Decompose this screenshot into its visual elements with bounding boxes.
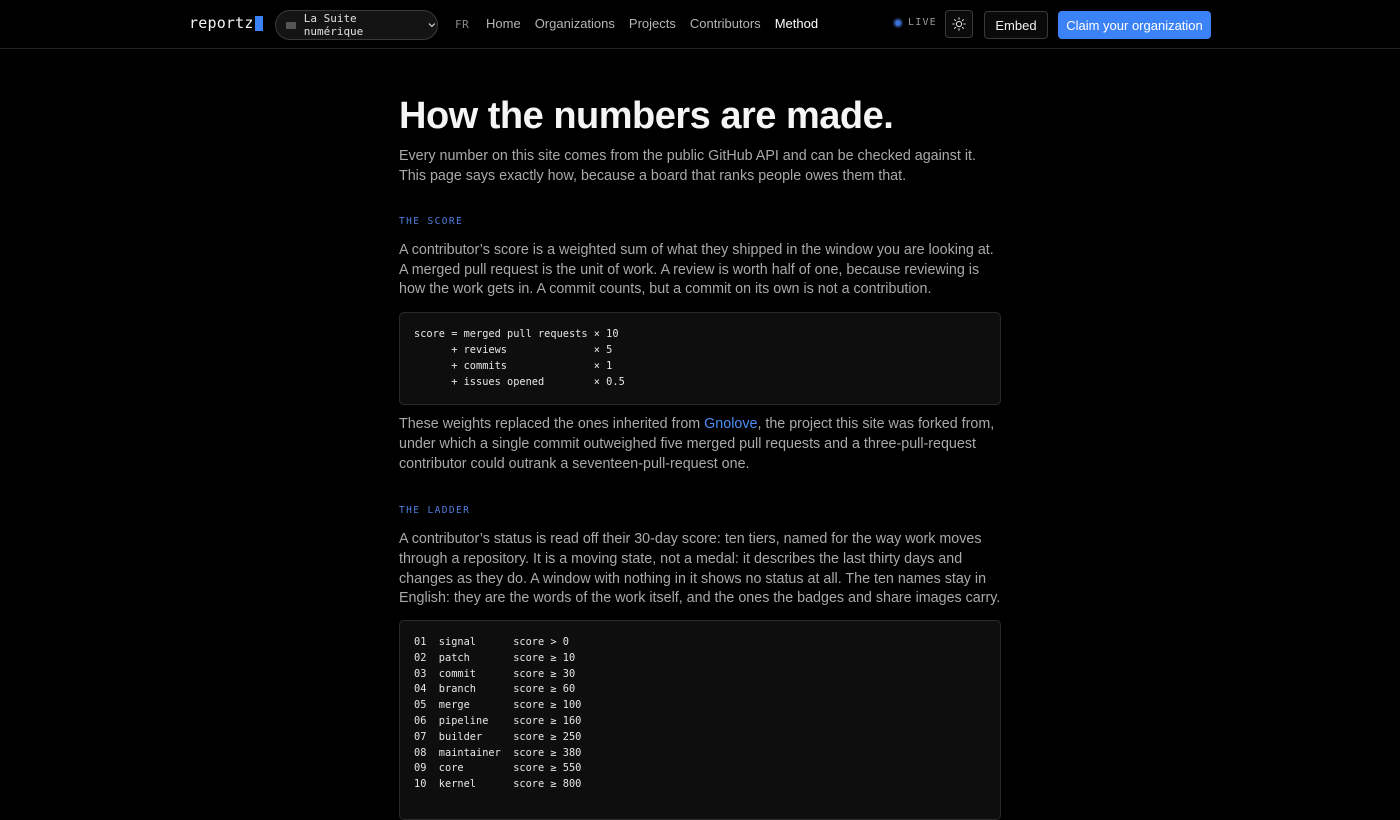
- method-content: [399, 92, 1001, 820]
- live-dot-icon: [893, 18, 903, 28]
- claim-organization-button[interactable]: Claim your organization: [1058, 11, 1211, 39]
- nav-projects[interactable]: Projects: [628, 16, 676, 31]
- top-navigation-bar: [0, 0, 1400, 49]
- gnolove-link[interactable]: Gnolove: [704, 416, 758, 433]
- weights-text-before: These weights replaced the ones inherited from: [399, 416, 705, 433]
- chevron-down-icon: [427, 20, 437, 30]
- nav-organizations[interactable]: Organizations: [534, 16, 615, 31]
- live-label: LIVE: [908, 17, 937, 28]
- site-logo[interactable]: [189, 14, 263, 32]
- nav-method[interactable]: Method: [774, 16, 819, 31]
- organization-name: La Suite numérique: [303, 12, 364, 38]
- section-label-score: THE SCORE: [399, 216, 464, 227]
- tier-row: 05 merge score ≥ 100: [414, 699, 582, 712]
- tier-row: 03 commit score ≥ 30: [414, 667, 576, 680]
- main-nav: [486, 16, 818, 31]
- language-toggle[interactable]: FR: [455, 18, 470, 31]
- ladder-tiers-block: [399, 620, 1001, 820]
- section-label-ladder: THE LADDER: [399, 505, 471, 517]
- formula-line: + reviews × 5: [414, 343, 613, 356]
- weights-history-paragraph: [399, 415, 1001, 474]
- score-paragraph: A contributor’s score is a weighted sum of what they shipped in the window you are looking at. A merged pull request is the unit of work. A review is worth half of one, because reviewing is how the work gets in. A commit counts, but a commit on its own is not a contribution.: [399, 242, 994, 298]
- logo-text: reportz: [189, 14, 254, 32]
- embed-button[interactable]: Embed: [984, 11, 1048, 39]
- tier-row: 07 builder score ≥ 250: [414, 730, 582, 743]
- tier-row: 09 core score ≥ 550: [414, 762, 582, 775]
- tier-row: 08 maintainer score ≥ 380: [414, 746, 582, 759]
- tier-row: 10 kernel score ≥ 800: [414, 778, 582, 791]
- organization-switcher[interactable]: [275, 10, 438, 40]
- nav-home[interactable]: Home: [486, 16, 521, 31]
- page-title: How the numbers are made.: [399, 95, 894, 137]
- sun-icon: [952, 17, 966, 31]
- tier-row: 01 signal score > 0: [414, 636, 569, 649]
- tier-row: 04 branch score ≥ 60: [414, 683, 576, 696]
- page-lead: Every number on this site comes from the public GitHub API and can be checked against it. This page says exactly how, because a board that ranks people owes them that.: [399, 148, 976, 184]
- logo-cursor-block: [255, 16, 263, 31]
- nav-contributors[interactable]: Contributors: [689, 16, 761, 31]
- formula-line: + commits × 1: [414, 359, 613, 372]
- live-indicator: [893, 17, 937, 28]
- ladder-paragraph: A contributor’s status is read off their 30-day score: ten tiers, named for the way work moves through a repository. It is a moving state, not a medal: it describes the last thirty days and changes as they do. A window with nothing in it shows no status at all. The ten names stay in English: they are the words of the work itself, and the ones the badges and share images carry.: [399, 531, 1001, 607]
- tier-row: 02 patch score ≥ 10: [414, 651, 576, 664]
- organization-icon: [286, 22, 296, 29]
- tier-row: 06 pipeline score ≥ 160: [414, 715, 582, 728]
- score-formula-block: [399, 312, 1001, 405]
- theme-toggle-button[interactable]: [945, 10, 973, 38]
- formula-line: + issues opened × 0.5: [414, 375, 625, 388]
- formula-line: score = merged pull requests × 10: [414, 328, 619, 341]
- weights-text-after: , the project this site was forked from, under which a single commit outweighed five merged pull requests and a three-pull-request contributor could outrank a seventeen-pull-request one.: [399, 416, 995, 472]
